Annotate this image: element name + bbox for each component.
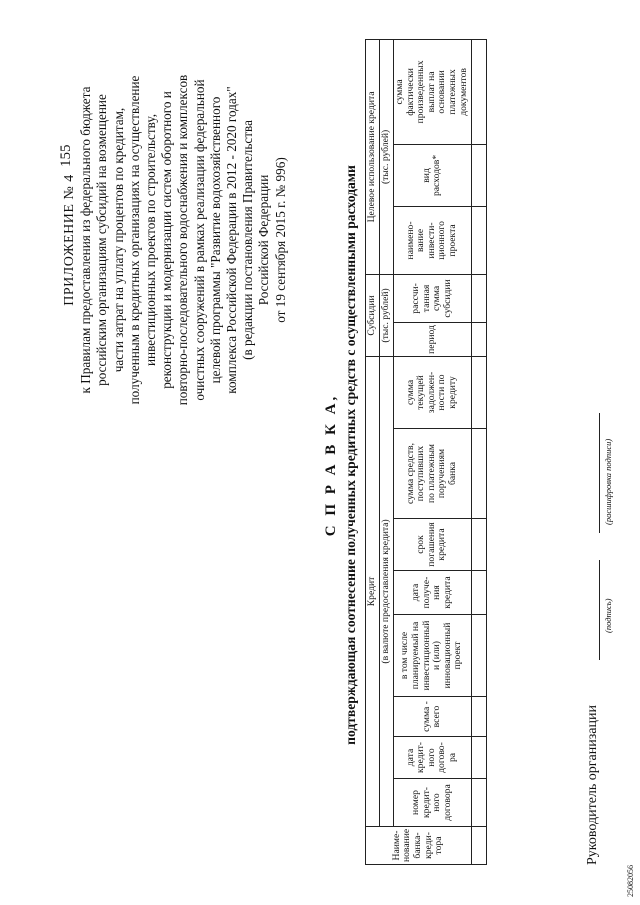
header-credit-group: Кредит — [366, 356, 380, 826]
table-cell — [471, 615, 486, 697]
header-repay-term: срок погашения кредита — [393, 519, 471, 571]
report-table — [365, 39, 487, 865]
appendix-line: Российской Федерации — [256, 174, 272, 306]
table-cell — [471, 144, 486, 206]
header-target-group: Целевое использование кредита — [366, 39, 380, 274]
header-expense-type: вид расходов* — [393, 144, 471, 206]
header-target-sub: (тыс. рублей) — [380, 39, 394, 274]
header-receive-date: дата получе- ния кредита — [393, 571, 471, 615]
header-sum-invest: в том числе планируемый на инвестиционный и (или) инновационный проект — [393, 615, 471, 697]
table-cell — [471, 827, 486, 865]
header-sum-total: сумма - всего — [393, 697, 471, 737]
appendix-line: российским организациям субсидий на возмещение — [94, 94, 110, 386]
appendix-line: целевой программы "Развитие водохозяйственного — [207, 96, 223, 384]
table-cell — [471, 737, 486, 779]
appendix-line: инвестиционных проектов по строительству, — [143, 113, 159, 367]
header-current-debt: сумма текущей задолжен- ности по кредиту — [393, 356, 471, 428]
table-cell — [471, 779, 486, 827]
table-cell — [471, 206, 486, 274]
header-project-name: наимено- вание инвести- ционного проекта — [393, 206, 471, 274]
document-code: 25082056 — [626, 865, 635, 897]
header-subsidy-group: Субсидии — [366, 274, 380, 356]
appendix-line: повторно-последовательного водоснабжения и комплексов — [175, 74, 191, 406]
table-cell — [471, 322, 486, 356]
appendix-line: комплекса Российской Федерации в 2012 - 2020 годах" — [224, 86, 240, 394]
table-cell — [471, 571, 486, 615]
document-title: С П Р А В К А, — [323, 393, 339, 537]
header-incoming-sum: сумма средств, поступивших по платежным поручениям банка — [393, 429, 471, 519]
header-calc-subsidy: рассчи- танная сумма субсидии — [393, 274, 471, 322]
appendix-line: полученным в кредитных организациях на осуществление — [126, 75, 142, 405]
appendix-line: (в редакции постановления Правительства — [240, 120, 256, 360]
decode-caption: (расшифровка подписи) — [603, 438, 613, 525]
table-cell — [471, 519, 486, 571]
appendix-line: к Правилам предоставления из федерального бюджета — [78, 86, 94, 394]
table-cell — [471, 274, 486, 322]
table-cell — [471, 39, 486, 144]
header-contract-date: дата кредит- ного догово- ра — [393, 737, 471, 779]
appendix-line: реконструкции и модернизации систем оборотного и — [159, 91, 175, 389]
header-credit-sub: (в валюте предоставления кредита) — [380, 356, 394, 826]
appendix-line: очистных сооружений в рамках реализации федеральной — [191, 79, 207, 401]
appendix-line: от 19 сентября 2015 г. № 996) — [272, 157, 288, 323]
table-cell — [471, 429, 486, 519]
table-cell — [471, 356, 486, 428]
header-bank: Наиме- нование банка- креди- тора — [366, 827, 472, 865]
header-contract-number: номер кредит- ного договора — [393, 779, 471, 827]
table-cell — [471, 697, 486, 737]
appendix-line: части затрат на уплату процентов по кредитам, — [110, 107, 126, 373]
table-row — [471, 39, 486, 864]
appendix-block — [62, 20, 289, 460]
signature-line — [599, 560, 600, 660]
page-number: 155 — [58, 144, 74, 167]
header-period: период — [393, 322, 471, 356]
signature-caption: (подпись) — [603, 598, 613, 633]
appendix-heading: ПРИЛОЖЕНИЕ № 4 — [62, 174, 77, 306]
signature-label: Руководитель организации — [585, 705, 600, 865]
header-subsidy-sub: (тыс. рублей) — [380, 274, 394, 356]
header-actual-payments: сумма фактически произведенных выплат на основании платежных документов — [393, 39, 471, 144]
document-subtitle: подтверждающая соотнесение полученных кредитных средств с осуществленными расходами — [343, 165, 358, 745]
decode-line — [599, 413, 600, 533]
